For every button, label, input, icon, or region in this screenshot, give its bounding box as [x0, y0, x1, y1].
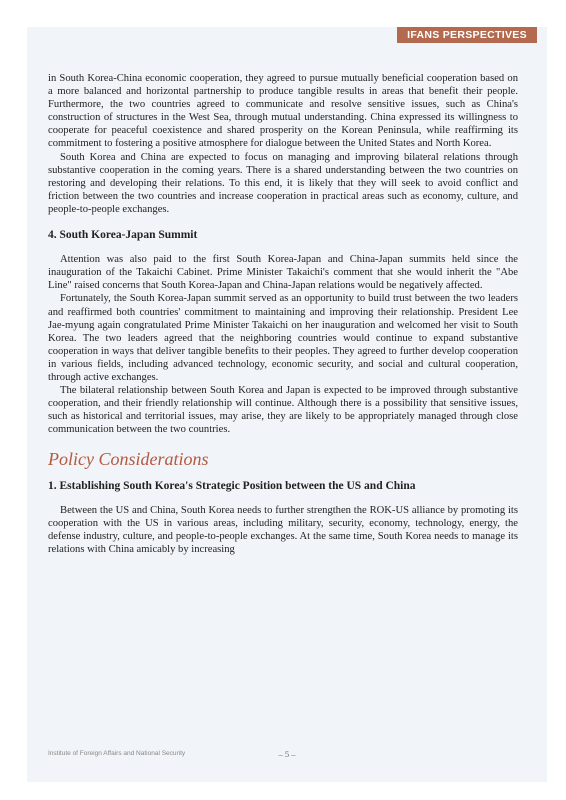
document-page	[27, 27, 547, 782]
page-number: – 5 –	[278, 749, 296, 759]
paragraph-3: Attention was also paid to the first South Korea-Japan and China-Japan summits held since the inauguration of the Takaichi Cabinet. Prime Minister Takaichi's comment that she would inherit the "Abe Line" raised concerns that South Korea-Japan and China-Japan relations would be negatively affected.	[48, 254, 518, 292]
body-content	[48, 72, 518, 556]
paragraph-4: Fortunately, the South Korea-Japan summit served as an opportunity to build trust between the two leaders and reaffirmed both countries' commitment to maintaining and improving their relationship. President Lee Jae-myung again congratulated Prime Minister Takaichi on her inauguration and welcomed her visit to South Korea. The two leaders agreed that the neighboring countries would continue to expand substantive cooperation in ways that deliver tangible benefits to their peoples. They agreed to further develop cooperation in various fields, including advanced technology, economic security, and social and cultural cooperation, through active exchanges.	[48, 293, 518, 383]
section-title-policy-considerations: Policy Considerations	[48, 449, 209, 470]
section-heading-japan-summit: 4. South Korea-Japan Summit	[48, 229, 198, 242]
header-banner: IFANS PERSPECTIVES	[397, 27, 537, 43]
paragraph-5: The bilateral relationship between South Korea and Japan is expected to be improved through substantive cooperation, and their friendly relationship will continue. Although there is a possibility that sensitive issues, such as historical and territorial issues, may arise, they are likely to be appropriately managed through close communication between the two countries.	[48, 385, 518, 436]
section-heading-strategic-position: 1. Establishing South Korea's Strategic Position between the US and China	[48, 479, 416, 492]
paragraph-1: in South Korea-China economic cooperation, they agreed to pursue mutually beneficial cooperation based on a more balanced and horizontal partnership to produce tangible results in areas that benefit their people. Furthermore, the two countries agreed to communicate and resolve sensitive issues, such as China's construction of structures in the West Sea, through mutual understanding. China expressed its willingness to cooperate for peaceful coexistence and shared prosperity on the Korean Peninsula, while reaffirming its commitment to fostering a positive atmosphere for dialogue between the United States and North Korea.	[48, 73, 518, 150]
paragraph-6: Between the US and China, South Korea needs to further strengthen the ROK-US alliance by promoting its cooperation with the US in various areas, including military, security, economy, technology, energy, the defense industry, culture, and people-to-people exchanges. At the same time, South Korea needs to manage its relations with China amicably by increasing	[48, 504, 518, 555]
footer-institute: Institute of Foreign Affairs and National Security	[48, 750, 186, 757]
paragraph-2: South Korea and China are expected to focus on managing and improving bilateral relations through substantive cooperation in the coming years. There is a shared understanding between the two countries on restoring and developing their relations. To this end, it is likely that they will seek to avoid conflict and friction between the two countries and increase cooperation in practical areas such as economy, culture, and people-to-people exchanges.	[48, 151, 518, 215]
